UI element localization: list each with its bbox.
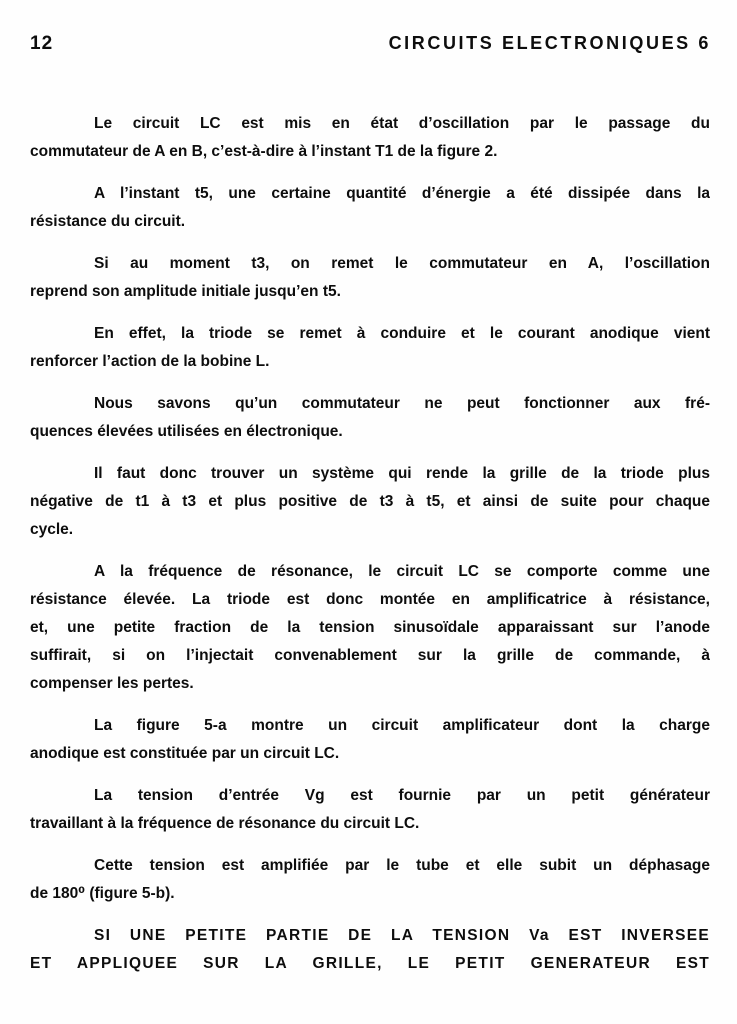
text-line: Nous savons qu’un commutateur ne peut fonctionner aux fré- xyxy=(94,395,710,412)
paragraph xyxy=(30,782,710,838)
text-line: suffirait, si on l’injectait convenablement sur la grille de commande, à xyxy=(30,647,710,664)
paragraph xyxy=(30,852,710,908)
text-line: de 180⁰ (figure 5-b). xyxy=(30,885,175,902)
text-line: commutateur de A en B, c’est-à-dire à l’instant T1 de la figure 2. xyxy=(30,143,498,160)
paragraph xyxy=(30,712,710,768)
text-line: La figure 5-a montre un circuit amplificateur dont la charge xyxy=(94,717,710,734)
page-number: 12 xyxy=(30,33,54,54)
text-line: Cette tension est amplifiée par le tube et elle subit un déphasage xyxy=(94,857,710,874)
text-line: anodique est constituée par un circuit LC. xyxy=(30,745,340,762)
text-line: En effet, la triode se remet à conduire et le courant anodique vient xyxy=(94,325,710,342)
paragraph xyxy=(30,110,710,166)
paragraph xyxy=(30,180,710,236)
text-line: et, une petite fraction de la tension sinusoïdale apparaissant sur l’anode xyxy=(30,619,710,636)
paragraphs xyxy=(30,110,710,978)
text-line: compenser les pertes. xyxy=(30,675,194,692)
paragraph xyxy=(30,250,710,306)
text-line: La tension d’entrée Vg est fournie par un petit générateur xyxy=(94,787,710,804)
page-header xyxy=(0,0,737,54)
paragraph xyxy=(30,558,710,698)
text-line: Le circuit LC est mis en état d’oscillation par le passage du xyxy=(94,115,710,132)
text-line: A la fréquence de résonance, le circuit LC se comporte comme une xyxy=(94,563,710,580)
text-line: négative de t1 à t3 et plus positive de t3 à t5, et ainsi de suite pour chaque xyxy=(30,493,710,510)
text-line: cycle. xyxy=(30,521,74,538)
text-line: résistance élevée. La triode est donc montée en amplificatrice à résistance, xyxy=(30,591,710,608)
text-line: reprend son amplitude initiale jusqu’en t5. xyxy=(30,283,341,300)
text-line: ET APPLIQUEE SUR LA GRILLE, LE PETIT GENERATEUR EST xyxy=(30,955,710,972)
text-line: A l’instant t5, une certaine quantité d’énergie a été dissipée dans la xyxy=(94,185,710,202)
paragraph xyxy=(30,390,710,446)
text-line: travaillant à la fréquence de résonance du circuit LC. xyxy=(30,815,420,832)
header-title: CIRCUITS ELECTRONIQUES 6 xyxy=(388,33,711,53)
text-line: Si au moment t3, on remet le commutateur en A, l’oscillation xyxy=(94,255,710,272)
paragraph xyxy=(30,320,710,376)
text-line: résistance du circuit. xyxy=(30,213,186,230)
text-line: SI UNE PETITE PARTIE DE LA TENSION Va EST INVERSEE xyxy=(94,927,710,944)
text-line: quences élevées utilisées en électronique. xyxy=(30,423,343,440)
paragraph xyxy=(30,460,710,544)
text-line: renforcer l’action de la bobine L. xyxy=(30,353,270,370)
paragraph xyxy=(30,922,710,978)
text-line: Il faut donc trouver un système qui rende la grille de la triode plus xyxy=(94,465,710,482)
